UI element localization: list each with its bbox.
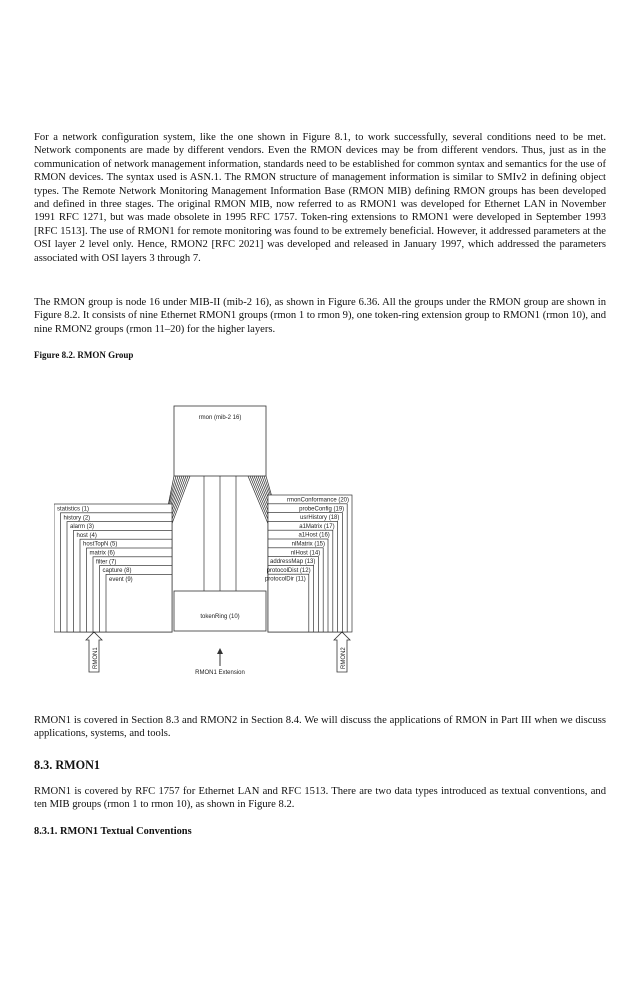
left-group-label: capture (8) [102, 568, 132, 575]
right-group-box [268, 574, 309, 632]
left-group-label: event (9) [109, 576, 133, 583]
left-group-label: alarm (3) [70, 524, 95, 531]
left-group-label: hostTopN (5) [83, 541, 118, 548]
right-group-label: probeConfig (19) [299, 506, 345, 513]
right-group-label: protocolDir (11) [264, 576, 306, 583]
rmon2-label: RMON2 [341, 647, 347, 669]
right-group-label: nlMatrix (15) [291, 541, 325, 548]
root-node-label: rmon (mib-2 16) [198, 415, 242, 421]
paragraph-intro: For a network configuration system, like the one shown in Figure 8.1, to work successfully, several conditions need to be met. Network components are made by different vendors. Even the RMON devices may be from different vendors. Thus, just as in the communication of network management information, standards need to be established for common syntax and semantics for the use of RMON devices. The syntax used is ASN.1. The RMON structure of management information is similar to SMIv2 in defining object types. The Remote Network Monitoring Management Information Base (RMON MIB) defining RMON groups has been developed and defined in three stages. The original RMON MIB, now referred to as RMON1 was developed for Ethernet LAN in November 1991 RFC 1271, but was made obsolete in 1995 RFC 1757. Token-ring extensions to RMON1 were developed in September 1993 [RFC 1513]. The use of RMON1 for remote monitoring was found to be extremely beneficial. However, it addressed parameters at the OSI layer 2 level only. Hence, RMON2 [RFC 2021] was developed and released in January 1997, which addressed the parameters associated with OSI layers 3 through 7. [34, 132, 606, 264]
figure-caption: Figure 8.2. RMON Group [34, 350, 134, 360]
right-group-label: nlHost (14) [290, 550, 321, 557]
right-group-label: addressMap (13) [270, 559, 316, 566]
paragraph-rmon1: RMON1 is covered by RFC 1757 for Ethernet LAN and RFC 1513. There are two data types introduced as textual conventions, and ten MIB groups (rmon 1 to rmon 10), as shown in Figure 8.2. [34, 786, 606, 811]
right-group-label: rmonConformance (20) [286, 497, 349, 504]
extension-label: RMON1 Extension [195, 670, 245, 676]
left-group-label: history (2) [63, 515, 91, 522]
right-group-label: a1Host (16) [298, 532, 330, 539]
right-group-label: protocolDist (12) [266, 567, 311, 574]
rmon2-arrow [334, 632, 350, 672]
left-group-label: matrix (6) [89, 550, 115, 557]
rmon-group-figure [54, 382, 584, 692]
left-group-box [106, 574, 172, 632]
subsection-heading-8-3-1: 8.3.1. RMON1 Textual Conventions [34, 826, 192, 837]
center-node-label: tokenRing (10) [200, 614, 240, 620]
paragraph-rmon-group: The RMON group is node 16 under MIB-II (mib-2 16), as shown in Figure 6.36. All the groups under the RMON group are shown in Figure 8.2. It consists of nine Ethernet RMON1 groups (rmon 1 to rmon 9), one token-ring extension group to RMON1 (rmon 10), and nine RMON2 groups (rmon 11–20) for the higher layers. [34, 297, 606, 335]
right-group-label: a1Matrix (17) [299, 523, 335, 530]
section-heading-8-3: 8.3. RMON1 [34, 758, 101, 772]
left-group-label: statistics (1) [57, 506, 90, 513]
extension-arrow [195, 648, 245, 676]
rmon1-arrow [86, 632, 102, 672]
rmon1-label: RMON1 [93, 647, 99, 669]
left-group-label: filter (7) [96, 559, 117, 566]
right-group-label: usrHistory (18) [300, 515, 340, 522]
left-group-label: host (4) [76, 532, 97, 539]
paragraph-coverage: RMON1 is covered in Section 8.3 and RMON2 in Section 8.4. We will discuss the applications of RMON in Part III when we discuss applications, systems, and tools. [34, 715, 606, 740]
